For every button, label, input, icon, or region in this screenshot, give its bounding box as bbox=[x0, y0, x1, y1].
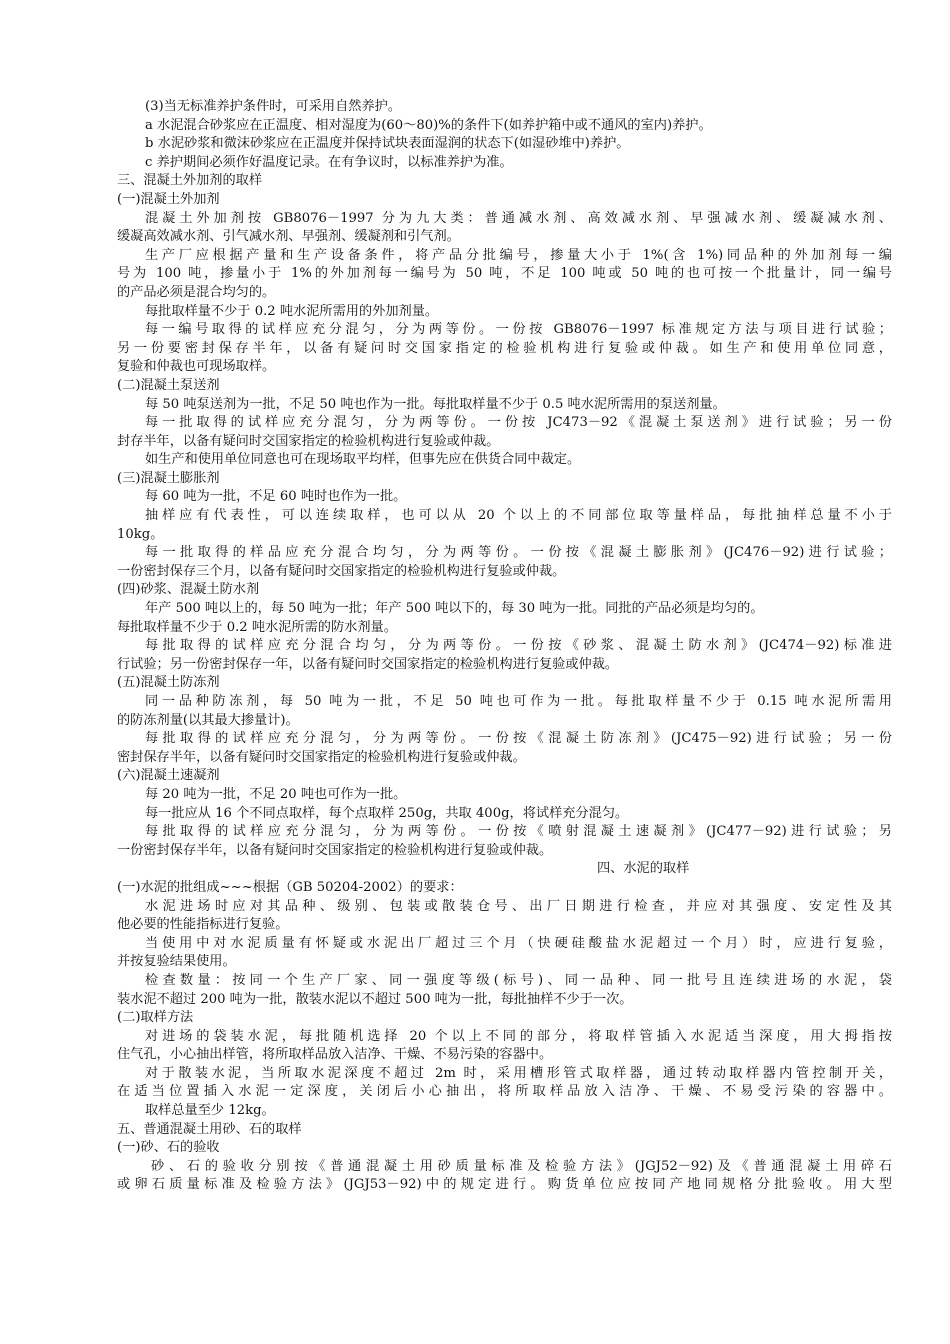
text-line: 每 20 吨为一批，不足 20 吨也可作为一批。 bbox=[145, 786, 407, 802]
text-line: 三、混凝土外加剂的取样 bbox=[117, 173, 263, 189]
text-line: 另一份要密封保存半年，以备有疑问时交国家指定的检验机构进行复验或仲裁。如生产和使用单位同意， bbox=[117, 340, 892, 356]
text-line: 住气孔，小心抽出样管，将所取样品放入洁净、干燥、不易污染的容器中。 bbox=[117, 1047, 553, 1063]
text-line: 检查数量：按同一个生产厂家、同一强度等级(标号)、同一品种、同一批号且连续进场的水泥，袋 bbox=[145, 972, 892, 988]
text-line: 他必要的性能指标进行复验。 bbox=[117, 917, 289, 933]
text-line: 在适当位置插入水泥一定深度，关闭后小心抽出，将所取样品放入洁净、干燥、不易受污染的容器中。 bbox=[117, 1084, 892, 1100]
text-line: 对于散装水泥，当所取水泥深度不超过 2m 时，采用槽形管式取样器，通过转动取样器内管控制开关， bbox=[145, 1065, 892, 1081]
text-line: 行试验；另一份密封保存一年，以备有疑问时交国家指定的检验机构进行复验或仲裁。 bbox=[117, 656, 619, 672]
text-line: 或卵石质量标准及检验方法》(JGJ53－92)中的规定进行。购货单位应按同产地同规格分批验收。用大型 bbox=[117, 1177, 892, 1193]
text-line: c 养护期间必须作好温度记录。在有争议时，以标准养护为准。 bbox=[145, 154, 513, 170]
text-line: 每 60 吨为一批，不足 60 吨时也作为一批。 bbox=[145, 489, 407, 505]
text-line: b 水泥砂浆和微沫砂浆应在正温度并保持试块表面湿润的状态下(如湿砂堆中)养护。 bbox=[145, 136, 630, 152]
text-line: 密封保存半年，以备有疑问时交国家指定的检验机构进行复验或仲裁。 bbox=[117, 749, 526, 765]
text-line: 如生产和使用单位同意也可在现场取平均样，但事先应在供货合同中裁定。 bbox=[145, 452, 581, 468]
text-line: 每一批取得的试样应充分混匀，分为两等份。一份按 JC473－92《混凝土泵送剂》进行试验；另一份 bbox=[145, 415, 892, 431]
text-line: (一)混凝土外加剂 bbox=[117, 191, 220, 207]
text-line: 封存半年，以备有疑问时交国家指定的检验机构进行复验或仲裁。 bbox=[117, 433, 500, 449]
text-line: 抽样应有代表性，可以连续取样，也可以从 20 个以上的不同部位取等量样品，每批抽样总量不小于 bbox=[145, 508, 892, 524]
text-line: 每一批取得的样品应充分混合均匀，分为两等份。一份按《混凝土膨胀剂》(JC476－92)进行试验； bbox=[145, 545, 892, 561]
text-line: 每一批应从 16 个不同点取样，每个点取样 250g，共取 400g，将试样充分混匀。 bbox=[145, 805, 629, 821]
text-line: 年产 500 吨以上的，每 50 吨为一批；年产 500 吨以下的，每 30 吨为一批。同批的产品必须是均匀的。 bbox=[145, 601, 764, 617]
text-line: (二)混凝土泵送剂 bbox=[117, 377, 220, 393]
document-page bbox=[117, 98, 892, 1195]
text-line: (一)砂、石的验收 bbox=[117, 1140, 220, 1156]
text-line: 复验和仲裁也可现场取样。 bbox=[117, 359, 276, 375]
text-line: (四)砂浆、混凝土防水剂 bbox=[117, 582, 260, 598]
text-line: 一份密封保存半年，以备有疑问时交国家指定的检验机构进行复验或仲裁。 bbox=[117, 842, 553, 858]
text-line: (六)混凝土速凝剂 bbox=[117, 768, 220, 784]
text-line: 每一编号取得的试样应充分混匀，分为两等份。一份按 GB8076－1997 标准规定方法与项目进行试验； bbox=[145, 322, 892, 338]
text-line: (三)混凝土膨胀剂 bbox=[117, 470, 220, 486]
text-line: (一)水泥的批组成~~~根据（GB 50204-2002）的要求： bbox=[117, 879, 463, 895]
text-line: (二)取样方法 bbox=[117, 1010, 194, 1026]
text-line: 混凝土外加剂按 GB8076－1997 分为九大类：普通减水剂、高效减水剂、早强减水剂、缓凝减水剂、 bbox=[145, 210, 892, 226]
text-line: 号为 100 吨，掺量小于 1%的外加剂每一编号为 50 吨，不足 100 吨或 50 吨的也可按一个批量计，同一编号 bbox=[117, 266, 892, 282]
text-line: 的产品必须是混合均匀的。 bbox=[117, 284, 276, 300]
text-line: 每批取样量不少于 0.2 吨水泥所需的防水剂量。 bbox=[117, 619, 397, 635]
text-line: 每 50 吨泵送剂为一批，不足 50 吨也作为一批。每批取样量不少于 0.5 吨水泥所需用的泵送剂量。 bbox=[145, 396, 726, 412]
text-line: 取样总量至少 12kg。 bbox=[145, 1103, 275, 1119]
text-line: 五、普通混凝土用砂、石的取样 bbox=[117, 1121, 302, 1137]
text-line: 四、水泥的取样 bbox=[597, 861, 690, 877]
text-line: a 水泥混合砂浆应在正温度、相对湿度为(60～80)%的条件下(如养护箱中或不通风的室内)养护。 bbox=[145, 117, 712, 133]
text-line: 10kg。 bbox=[117, 526, 164, 542]
text-line: 当使用中对水泥质量有怀疑或水泥出厂超过三个月（快硬硅酸盐水泥超过一个月）时，应进行复验， bbox=[145, 935, 892, 951]
text-line: 对进场的袋装水泥，每批随机选择 20 个以上不同的部分，将取样管插入水泥适当深度，用大拇指按 bbox=[145, 1028, 892, 1044]
text-line: 每批取得的试样应充分混匀，分为两等份。一份按《混凝土防冻剂》(JC475－92)进行试验；另一份 bbox=[145, 731, 892, 747]
text-line: 水泥进场时应对其品种、级别、包装或散装仓号、出厂日期进行检查，并应对其强度、安定性及其 bbox=[145, 898, 892, 914]
text-line: 同一品种防冻剂，每 50 吨为一批，不足 50 吨也可作为一批。每批取样量不少于 0.15 吨水泥所需用 bbox=[145, 694, 892, 709]
text-line: 一份密封保存三个月，以备有疑问时交国家指定的检验机构进行复验或仲裁。 bbox=[117, 563, 566, 579]
text-line: 生产厂应根据产量和生产设备条件，将产品分批编号，掺量大小于 1%(含 1%)同品种的外加剂每一编 bbox=[145, 247, 892, 263]
text-line: 缓凝高效减水剂、引气减水剂、早强剂、缓凝剂和引气剂。 bbox=[117, 229, 460, 245]
text-line: 每批取得的试样应充分混合均匀，分为两等份。一份按《砂浆、混凝土防水剂》(JC474－92)标准进 bbox=[145, 638, 892, 654]
text-line: 每批取得的试样应充分混匀，分为两等份。一份按《喷射混凝土速凝剂》(JC477－92)进行试验；另 bbox=[145, 824, 892, 840]
text-line: 砂、石的验收分别按《普通混凝土用砂质量标准及检验方法》(JGJ52－92)及《普通混凝土用碎石 bbox=[151, 1158, 892, 1174]
text-line: (五)混凝土防冻剂 bbox=[117, 675, 220, 691]
text-line: 的防冻剂量(以其最大掺量计)。 bbox=[117, 712, 299, 728]
text-line: 装水泥不超过 200 吨为一批，散装水泥以不超过 500 吨为一批，每批抽样不少于一次。 bbox=[117, 991, 633, 1007]
text-line: 并按复验结果使用。 bbox=[117, 954, 236, 970]
text-line: (3)当无标准养护条件时，可采用自然养护。 bbox=[145, 99, 402, 114]
text-line: 每批取样量不少于 0.2 吨水泥所需用的外加剂量。 bbox=[145, 303, 439, 319]
